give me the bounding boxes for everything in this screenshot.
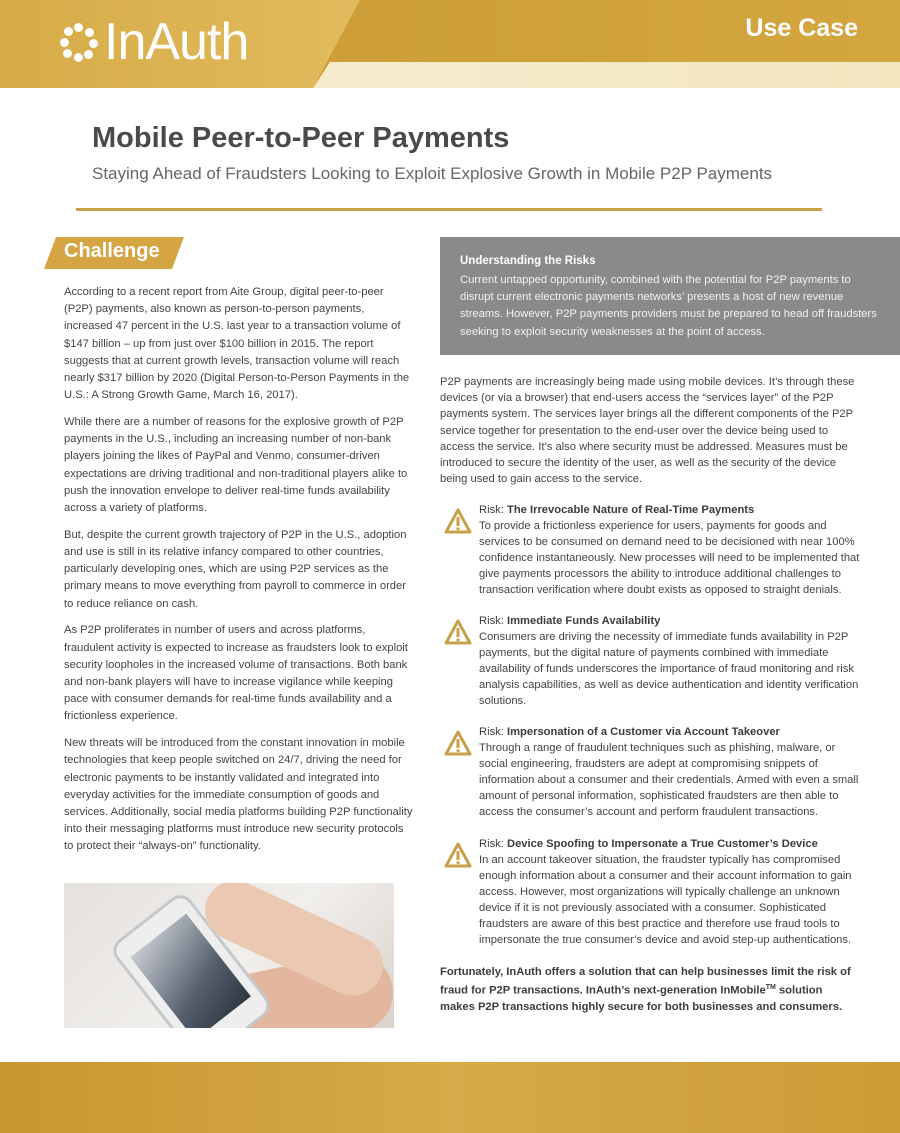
- header-banner: [0, 0, 900, 88]
- trademark-mark: TM: [765, 984, 776, 991]
- risk-title: Risk: The Irrevocable Nature of Real-Time Payments: [479, 504, 755, 516]
- risk-title: Risk: Immediate Funds Availability: [479, 615, 661, 627]
- warning-triangle-icon: [444, 730, 472, 756]
- logo-text: InAuth: [104, 13, 249, 71]
- document-type-label: Use Case: [745, 14, 858, 42]
- inauth-logo: [60, 12, 248, 72]
- challenge-body: [64, 284, 414, 865]
- page-title: Mobile Peer-to-Peer Payments: [92, 122, 510, 154]
- phone-in-hand-photo: [64, 883, 394, 1028]
- risk-description: In an account takeover situation, the fraudster typically has compromised enough information about a consumer and their account information to gain access. However, most organizations will typically challenge an unknown device if it is not previously associated with a consumer. Sophisticated fraudsters are aware of this best practice and therefore use fraud tools to impersonate the true consumer’s device and avoid step-up authentications.: [479, 854, 852, 946]
- challenge-paragraph: While there are a number of reasons for the explosive growth of P2P payments in the U.S., including an increasing number of non-bank players joining the likes of PayPal and Venmo, consumer-driven expectations are driving traditional and non-traditional players alike to push the innovation envelope to deliver real-time funds availability across a variety of platforms.: [64, 416, 408, 515]
- title-divider: [76, 208, 822, 211]
- challenge-heading: Challenge: [64, 240, 160, 262]
- challenge-paragraph: But, despite the current growth trajectory of P2P in the U.S., adoption and use is still in its relative infancy compared to other countries, particularly developing ones, which are using P2P services as the primary means to move everything from payroll to commerce in order to reduce reliance on cash.: [64, 528, 407, 610]
- challenge-paragraph: According to a recent report from Aite Group, digital peer-to-peer (P2P) payments, also known as person-to-person payments, increased 47 percent in the U.S. last year to a transaction volume of $147 billion – up from just over $100 billion in 2015. The report suggests that at current growth levels, transaction volume will reach nearly $317 billion by 2020 (Digital Person-to-Person Payments in the U.S.: A Strong Growth Game, March 16, 2017).: [64, 286, 410, 402]
- risk-title: Risk: Device Spoofing to Impersonate a True Customer’s Device: [479, 838, 818, 850]
- understanding-risks-text: Current untapped opportunity, combined with the potential for P2P payments to disrupt current electronic payments networks’ presents a host of new revenue streams. However, P2P payments providers must be prepared to head off fraudsters seeking to exploit security weaknesses at the point of access.: [460, 274, 877, 338]
- challenge-paragraph: As P2P proliferates in number of users and across platforms, fraudulent activity is expected to increase as fraudsters look to exploit security loopholes in the increased volume of transactions. Both bank and non-bank players will have to increase vigilance while keeping pace with consumer demands for real-time funds availability and a frictionless experience.: [64, 624, 408, 723]
- closing-statement: Fortunately, InAuth offers a solution that can help businesses limit the risk of fraud for P2P transactions. InAuth’s next-generation InMobile™ solution makes P2P transactions highly secure for both businesses and consumers.: [440, 966, 851, 1013]
- risk-description: Through a range of fraudulent techniques such as phishing, malware, or social engineering, fraudsters are adept at compromising snippets of information about a consumer and their credentials. Armed with even a small amount of personal information, sophisticated fraudsters are then able to access the consumer’s account and perform fraudulent transactions.: [479, 742, 859, 818]
- page-subtitle: Staying Ahead of Fraudsters Looking to Exploit Explosive Growth in Mobile P2P Payments: [92, 164, 773, 183]
- challenge-paragraph: New threats will be introduced from the constant innovation in mobile technologies that keep people switched on 24/7, driving the need for electronic payments to be instantly validated and integrated into everyday activities for the immediate consumption of goods and services. Additionally, social media platforms building P2P functionality into their messaging platforms must introduce new security protocols to protect their “always-on” functionality.: [64, 737, 413, 853]
- footer-banner: [0, 1062, 900, 1133]
- risk-description: Consumers are driving the necessity of immediate funds availability in P2P payments, but the digital nature of payments combined with immediate availability of funds underscores the importance of fraud monitoring and risk analysis capabilities, as well as device authentication and identity verification solutions.: [479, 631, 859, 707]
- warning-triangle-icon: [444, 508, 472, 534]
- risk-description: To provide a frictionless experience for users, payments for goods and services to be consumed on demand need to be decisioned with near 100% confidence instantaneously. New processes will need to be implemented that give payments processors the ability to introduce additional challenges to transaction verification where doubt exists as opposed to straight denials.: [479, 520, 860, 596]
- risk-title: Risk: Impersonation of a Customer via Account Takeover: [479, 726, 780, 738]
- logo-mark-icon: [60, 23, 98, 61]
- understanding-risks-title: Understanding the Risks: [460, 255, 596, 267]
- warning-triangle-icon: [444, 842, 472, 868]
- intro-paragraph: P2P payments are increasingly being made using mobile devices. It’s through these devices (or via a browser) that end-users access the “services layer” of the P2P payments system. The services layer brings all the different components of the P2P service together for presentation to the end-user over the device being used to access the service. It’s also where security must be addressed. Measures must be introduced to secure the identity of the user, as well as the security of the device being used to gain access to the service.: [440, 376, 855, 486]
- warning-triangle-icon: [444, 619, 472, 645]
